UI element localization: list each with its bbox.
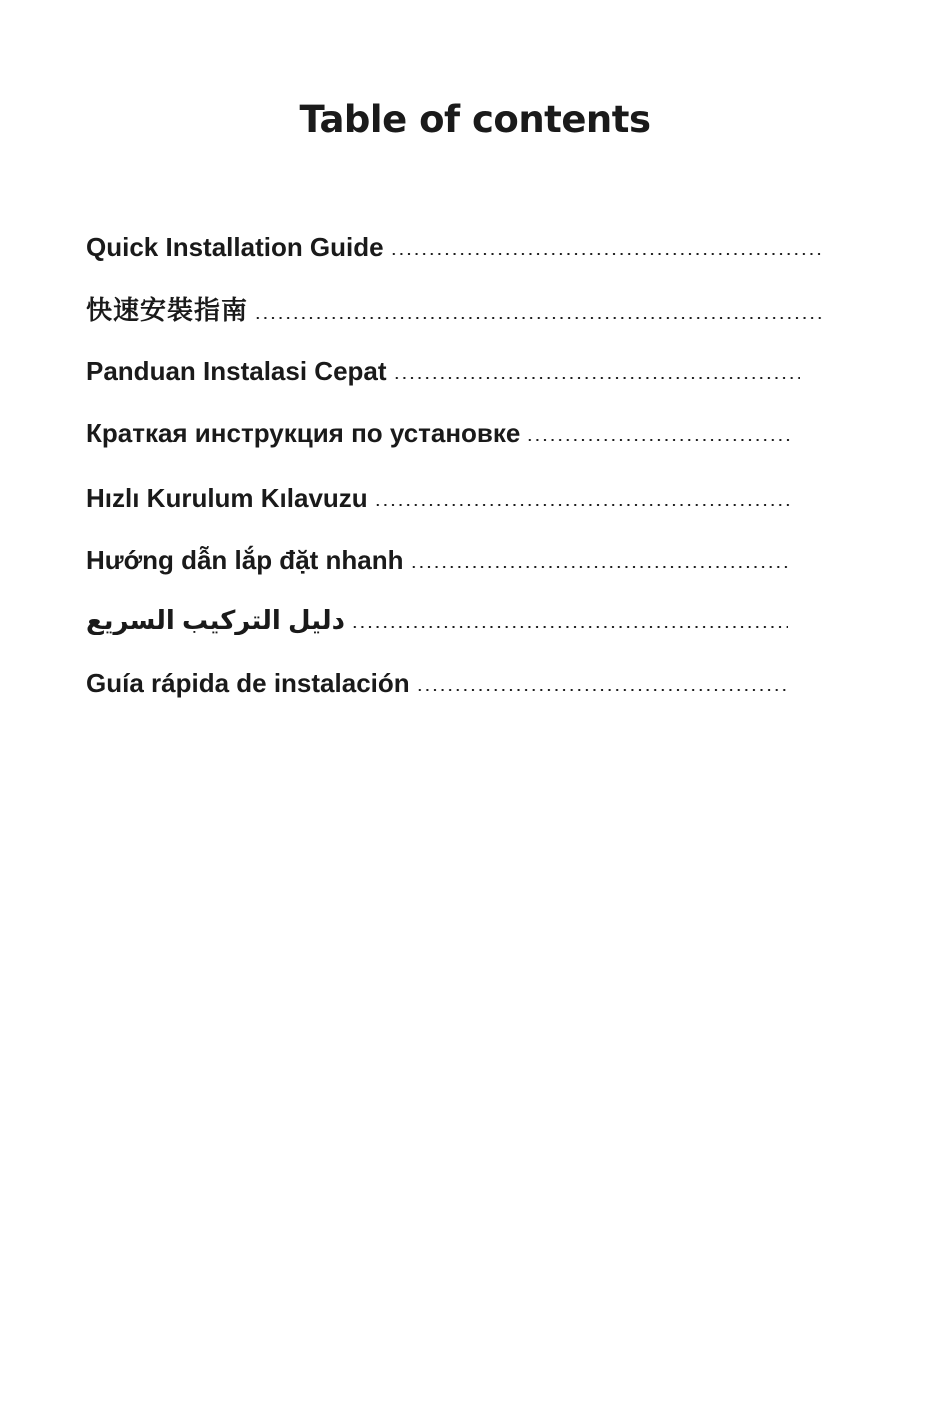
toc-entry-arabic-guide[interactable] [86, 601, 788, 635]
toc-entry-spanish-guide[interactable] [86, 664, 788, 698]
toc-entry-quick-installation-guide[interactable] [86, 228, 824, 262]
toc-entry-label: Hızlı Kurulum Kılavuzu [86, 483, 368, 513]
toc-entry-chinese-guide[interactable] [86, 292, 822, 326]
page-title: Table of contents [299, 98, 651, 141]
dot-leader [393, 377, 800, 379]
toc-entry-label: دليل التركيب السريع [86, 605, 345, 635]
toc-entry-turkish-guide[interactable] [86, 479, 790, 513]
toc-entry-label: Краткая инструкция по установке [86, 418, 521, 448]
dot-leader [416, 689, 788, 691]
dot-leader [254, 317, 822, 319]
toc-entry-label: 快速安裝指南 [86, 296, 249, 326]
dot-leader [410, 566, 788, 568]
toc-entry-label: Panduan Instalasi Cepat [86, 356, 387, 386]
toc-entry-label: Quick Installation Guide [86, 232, 384, 262]
table-of-contents [86, 0, 826, 1414]
dot-leader [374, 504, 790, 506]
toc-entry-indonesian-guide[interactable] [86, 352, 800, 386]
dot-leader [526, 439, 790, 441]
dot-leader [390, 253, 824, 255]
toc-entry-label: Hướng dẫn lắp đặt nhanh [86, 545, 404, 575]
toc-entry-russian-guide[interactable] [86, 414, 790, 448]
toc-entry-label: Guía rápida de instalación [86, 668, 410, 698]
toc-entry-vietnamese-guide[interactable] [86, 541, 788, 575]
dot-leader [351, 626, 788, 628]
